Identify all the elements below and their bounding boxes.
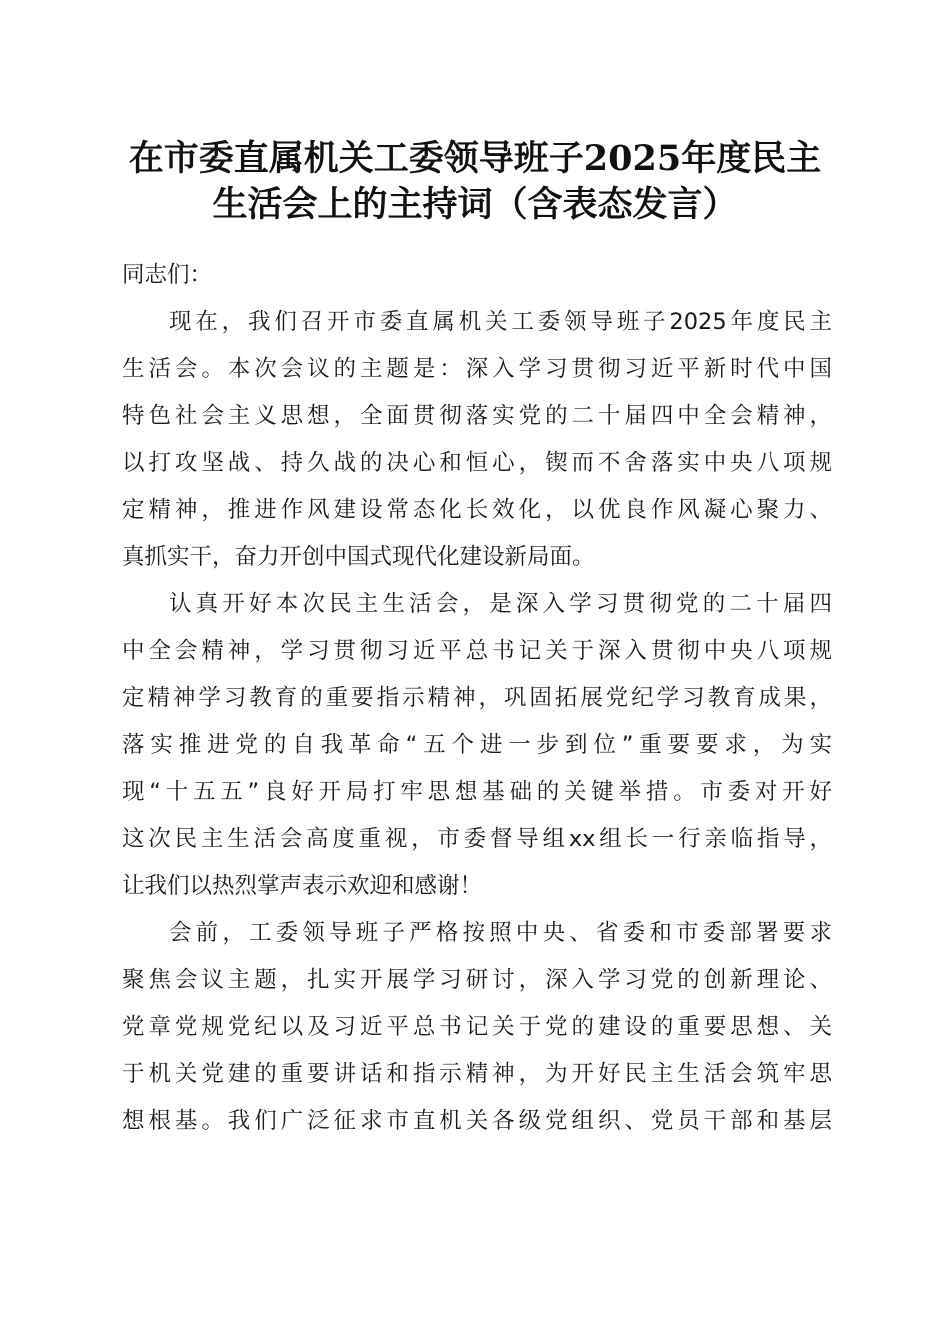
- paragraph-line: 特色社会主义思想，全面贯彻落实党的二十届四中全会精神，: [122, 403, 832, 429]
- paragraph-line: 于机关党建的重要讲话和指示精神，为开好民主生活会筑牢思: [122, 1061, 832, 1087]
- title-line-1: 在市委直属机关工委领导班子2025年度民主: [128, 138, 822, 179]
- paragraph-3: [122, 910, 832, 1145]
- paragraph-line: 党章党规党纪以及习近平总书记关于党的建设的重要思想、关: [122, 1014, 832, 1040]
- paragraph-line: 认真开好本次民主生活会，是深入学习贯彻党的二十届四: [169, 591, 832, 617]
- paragraph-line: 落实推进党的自我革命“五个进一步到位”重要要求，为实: [122, 732, 832, 758]
- paragraph-1: [122, 299, 832, 581]
- paragraph-line: 以打攻坚战、持久战的决心和恒心，锲而不舍落实中央八项规: [122, 450, 832, 476]
- paragraph-line: 定精神学习教育的重要指示精神，巩固拓展党纪学习教育成果，: [122, 685, 832, 711]
- paragraph-line: 生活会。本次会议的主题是：深入学习贯彻习近平新时代中国: [122, 356, 832, 382]
- paragraph-line: 会前，工委领导班子严格按照中央、省委和市委部署要求: [169, 920, 832, 946]
- paragraph-line: 中全会精神，学习贯彻习近平总书记关于深入贯彻中央八项规: [122, 638, 832, 664]
- document-body: [122, 252, 832, 1145]
- paragraph-line: 这次民主生活会高度重视，市委督导组xx组长一行亲临指导，: [122, 826, 832, 852]
- paragraph-line: 现“十五五”良好开局打牢思想基础的关键举措。市委对开好: [122, 779, 832, 805]
- paragraph-line: 真抓实干，奋力开创中国式现代化建设新局面。: [122, 544, 595, 570]
- title-line-2: 生活会上的主持词（含表态发言）: [212, 184, 738, 225]
- paragraph-line: 定精神，推进作风建设常态化长效化，以优良作风凝心聚力、: [122, 497, 832, 523]
- paragraph-line: 聚焦会议主题，扎实开展学习研讨，深入学习党的创新理论、: [122, 967, 832, 993]
- document-title: [100, 136, 850, 228]
- salutation: 同志们：: [122, 262, 213, 288]
- paragraph-line: 想根基。我们广泛征求市直机关各级党组织、党员干部和基层: [122, 1108, 832, 1134]
- paragraph-line: 现在，我们召开市委直属机关工委领导班子2025年度民主: [169, 309, 832, 335]
- paragraph-2: [122, 581, 832, 910]
- paragraph-line: 让我们以热烈掌声表示欢迎和感谢！: [122, 873, 483, 899]
